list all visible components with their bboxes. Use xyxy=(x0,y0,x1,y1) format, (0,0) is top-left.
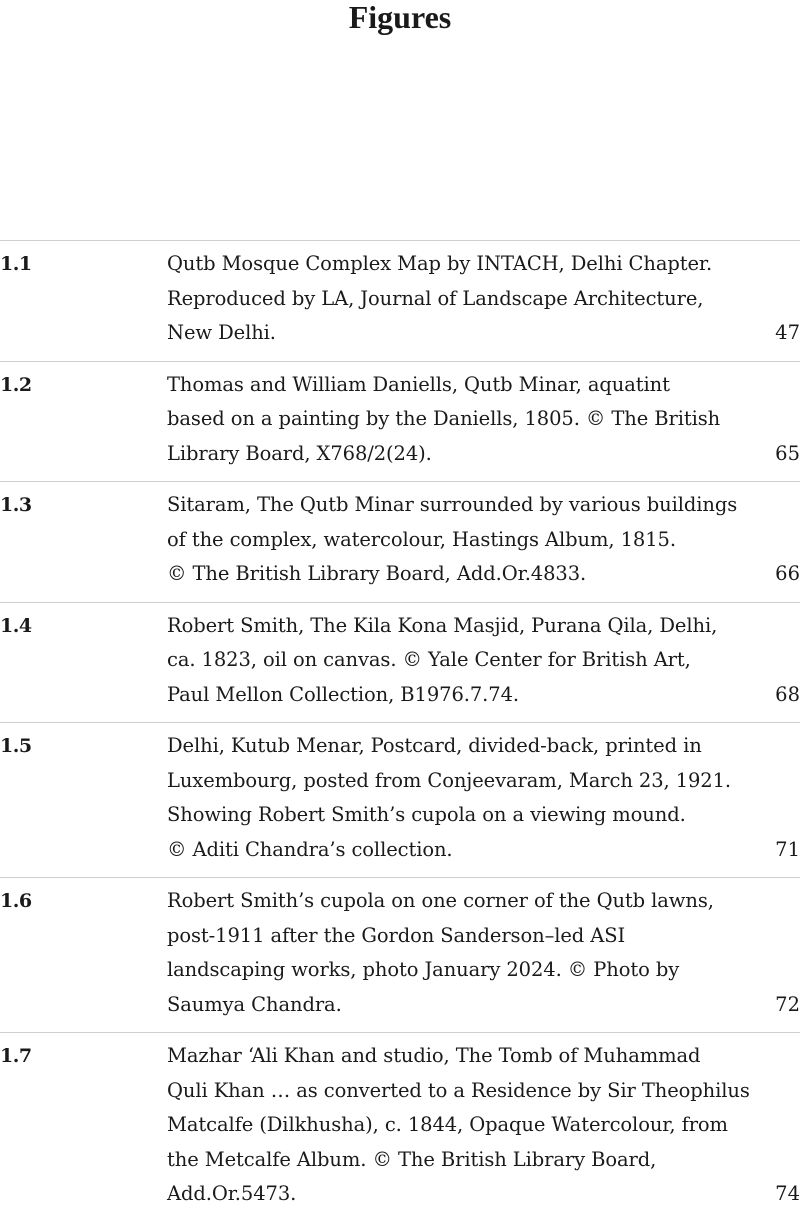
figure-caption xyxy=(167,884,762,1022)
caption-line: based on a painting by the Daniells, 1805. © The British xyxy=(167,407,721,430)
caption-line: New Delhi. xyxy=(167,321,276,344)
caption-line: Delhi, Kutub Menar, Postcard, divided-back, printed in xyxy=(167,734,702,757)
figure-entry xyxy=(0,1033,800,1222)
caption-line: Matcalfe (Dilkhusha), c. 1844, Opaque Watercolour, from xyxy=(167,1113,728,1136)
caption-line: Quli Khan … as converted to a Residence by Sir Theophilus xyxy=(167,1078,750,1102)
page-number: 68 xyxy=(775,682,800,706)
figure-entry xyxy=(0,240,800,362)
figure-caption xyxy=(167,609,762,713)
caption-line: the Metcalfe Album. © The British Library Board, xyxy=(167,1147,657,1171)
caption-line: Mazhar ‘Ali Khan and studio, The Tomb of Muhammad xyxy=(167,1044,701,1067)
caption-line: of the complex, watercolour, Hastings Album, 1815. xyxy=(167,527,676,551)
caption-line: post-1911 after the Gordon Sanderson–led ASI xyxy=(167,923,626,947)
figure-number: 1.7 xyxy=(0,1045,32,1067)
figure-entry xyxy=(0,603,800,724)
figure-list xyxy=(0,240,800,1222)
figure-caption xyxy=(167,1039,762,1212)
figure-caption xyxy=(167,247,762,351)
caption-line: Luxembourg, posted from Conjeevaram, March 23, 1921. xyxy=(167,768,732,792)
figure-number: 1.4 xyxy=(0,614,32,637)
caption-line: Library Board, X768/2(24). xyxy=(167,441,432,465)
figure-entry xyxy=(0,878,800,1033)
caption-line: Sitaram, The Qutb Minar surrounded by various buildings xyxy=(167,493,738,516)
caption-line: Showing Robert Smith’s cupola on a viewing mound. xyxy=(167,803,686,826)
page-number: 71 xyxy=(775,837,800,861)
caption-line: © The British Library Board, Add.Or.4833. xyxy=(167,562,587,585)
figure-number: 1.2 xyxy=(0,373,32,396)
figure-number: 1.1 xyxy=(0,253,32,275)
caption-line: Saumya Chandra. xyxy=(167,992,342,1016)
caption-line: landscaping works, photo January 2024. © Photo by xyxy=(167,958,680,981)
caption-line: Paul Mellon Collection, B1976.7.74. xyxy=(167,682,519,706)
page-number: 74 xyxy=(775,1182,800,1205)
caption-line: © Aditi Chandra’s collection. xyxy=(167,837,453,861)
figure-number: 1.5 xyxy=(0,735,32,757)
caption-line: Add.Or.5473. xyxy=(167,1182,297,1205)
page-number: 66 xyxy=(775,562,800,585)
figure-number: 1.3 xyxy=(0,494,32,516)
figure-entry xyxy=(0,362,800,483)
figure-entry xyxy=(0,482,800,603)
caption-line: Qutb Mosque Complex Map by INTACH, Delhi Chapter. xyxy=(167,252,713,275)
figure-caption xyxy=(167,368,762,472)
caption-line: ca. 1823, oil on canvas. © Yale Center for British Art, xyxy=(167,648,691,671)
caption-line: Robert Smith’s cupola on one corner of the Qutb lawns, xyxy=(167,889,714,912)
figure-caption xyxy=(167,488,762,592)
figure-entry xyxy=(0,723,800,878)
caption-line: Reproduced by LA, Journal of Landscape Architecture, xyxy=(167,286,704,310)
caption-line: Thomas and William Daniells, Qutb Minar, aquatint xyxy=(167,372,670,396)
page-number: 47 xyxy=(775,321,800,344)
page-title: Figures xyxy=(348,0,452,35)
figure-caption xyxy=(167,729,762,867)
page-number: 65 xyxy=(775,441,800,465)
caption-line: Robert Smith, The Kila Kona Masjid, Purana Qila, Delhi, xyxy=(167,613,718,637)
figure-number: 1.6 xyxy=(0,890,32,912)
page-number: 72 xyxy=(775,992,800,1016)
